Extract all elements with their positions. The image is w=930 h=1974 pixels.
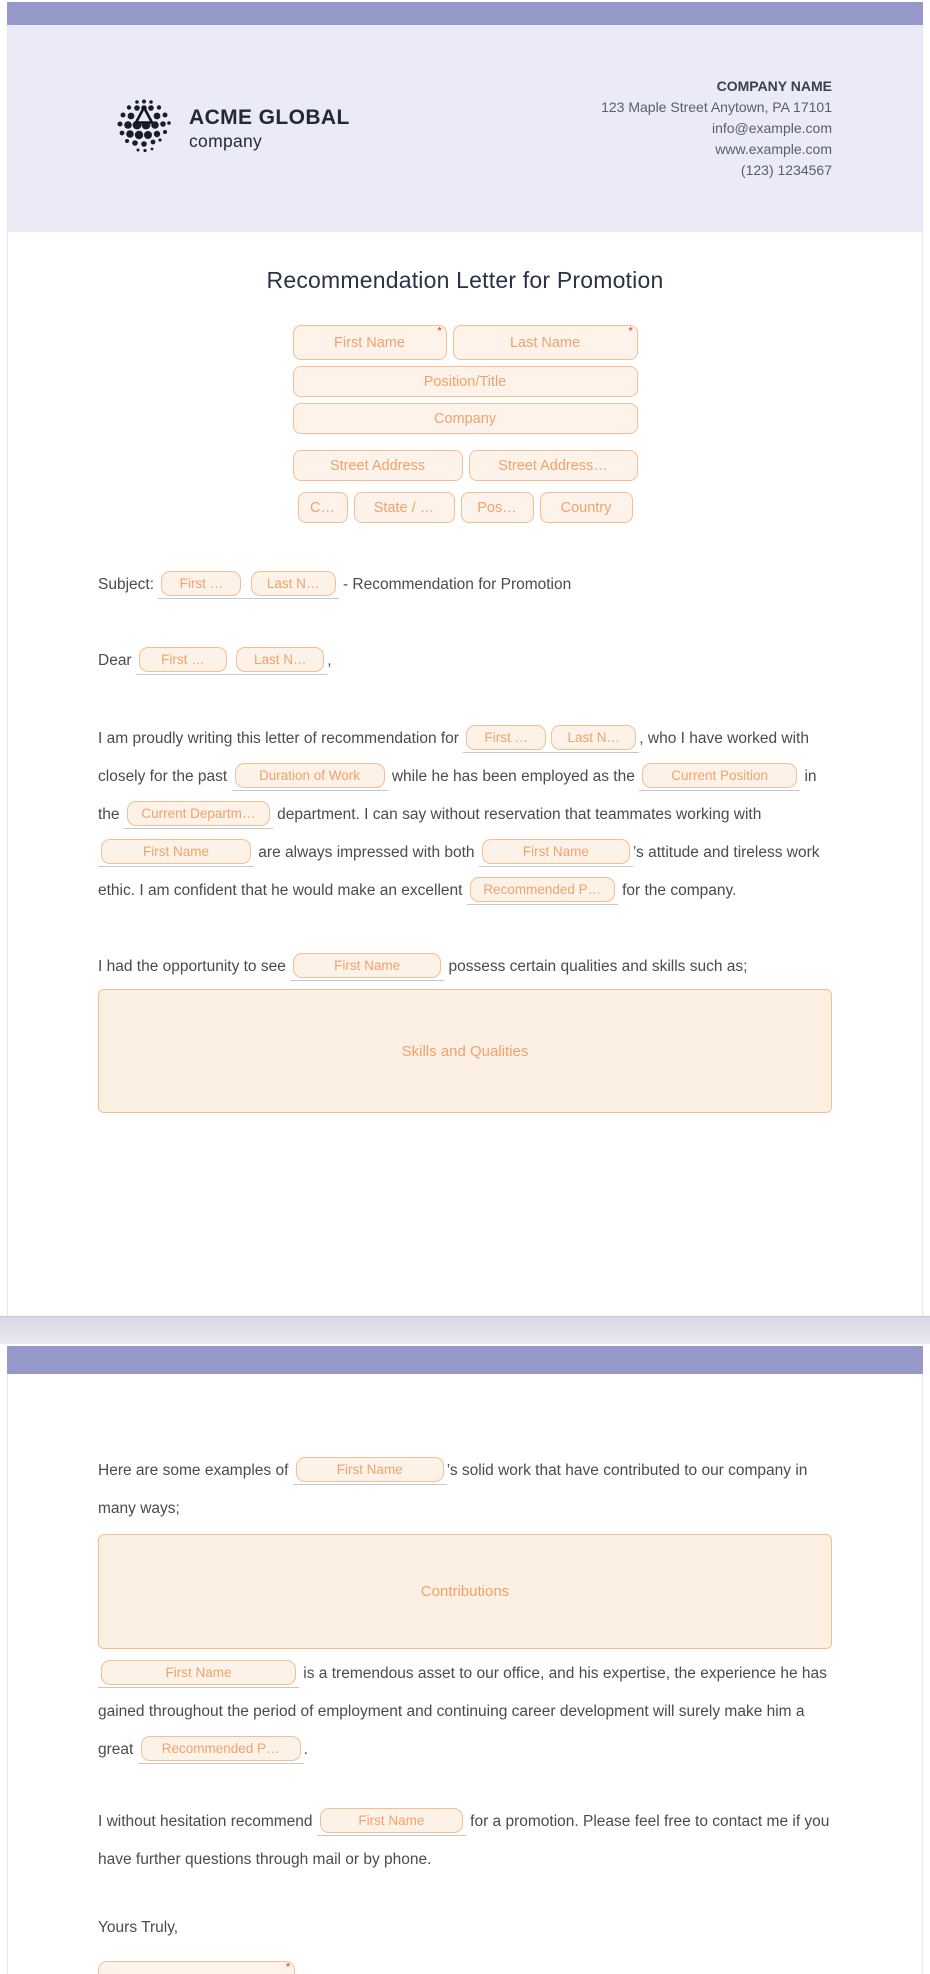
subject-first-name-field[interactable]: First … xyxy=(161,571,241,596)
p1-name-fields xyxy=(463,725,639,753)
p4-first-name-wrap xyxy=(98,1660,299,1688)
p4-recommended-wrap xyxy=(138,1736,304,1764)
postal-code-field[interactable] xyxy=(461,492,534,523)
company-row xyxy=(293,403,638,434)
recipient-fields-block xyxy=(98,325,832,523)
paragraph-1 xyxy=(98,720,832,910)
street-row xyxy=(293,450,638,481)
page-title: Recommendation Letter for Promotion xyxy=(266,267,664,293)
paragraph-3 xyxy=(98,1452,832,1528)
subject-name-fields xyxy=(158,571,338,599)
first-name-field[interactable] xyxy=(293,325,447,360)
street-address-line2-field[interactable] xyxy=(469,450,638,481)
logo-subtitle: company xyxy=(189,130,263,151)
p1-department-wrap xyxy=(124,801,273,829)
greeting-prefix: Dear xyxy=(98,652,132,670)
p1-last-name-field[interactable]: Last N… xyxy=(551,725,636,750)
company-placeholder: Company xyxy=(433,410,497,427)
recommended-position-field[interactable]: Recommended P… xyxy=(470,877,615,902)
paragraph-text: , who I have worked with closely for the past xyxy=(98,730,809,785)
paragraph-text: department. I can say without reservation that teammates working with xyxy=(272,806,762,823)
paragraph-text: while he has been employed as the xyxy=(387,768,640,785)
p5-first-name-field[interactable]: First Name xyxy=(320,1808,463,1833)
last-name-field[interactable] xyxy=(453,325,638,360)
p3-first-name-field[interactable]: First Name xyxy=(296,1457,444,1482)
p4-first-name-field[interactable]: First Name xyxy=(101,1660,296,1685)
paragraph-text: ’s solid work that have contributed to our company in many ways; xyxy=(98,1462,808,1517)
p1-recommended-wrap xyxy=(467,877,618,905)
letterhead xyxy=(8,25,922,232)
subject-line xyxy=(98,571,832,599)
p2-first-name-wrap xyxy=(290,953,444,981)
letter-page-2 xyxy=(7,1374,923,1974)
position-row xyxy=(293,366,638,397)
page-break-gap xyxy=(0,1316,930,1344)
p1-position-wrap xyxy=(639,763,800,791)
page1-accent-bar xyxy=(7,2,923,25)
logo-title: ACME GLOBAL xyxy=(189,105,350,129)
paragraph-text: I am proudly writing this letter of recommendation for xyxy=(98,730,464,747)
signature-field[interactable] xyxy=(98,1961,295,1974)
required-asterisk: * xyxy=(628,326,633,337)
paragraph-text: for a promotion. Please feel free to contact me if you have further questions through mail or by phone. xyxy=(98,1813,830,1868)
position-title-placeholder: Position/Title xyxy=(423,373,507,390)
street-address-placeholder: Street Address xyxy=(329,457,426,474)
paragraph-4 xyxy=(98,1655,832,1769)
p3-first-name-wrap xyxy=(293,1457,447,1485)
company-name: COMPANY NAME xyxy=(716,78,832,94)
p1-duration-wrap xyxy=(232,763,388,791)
company-address: 123 Maple Street Anytown, PA 17101 xyxy=(601,99,832,115)
closing-line: Yours Truly, xyxy=(98,1919,179,1936)
skills-and-qualities-field[interactable] xyxy=(98,989,832,1113)
greeting-line xyxy=(98,647,832,675)
greeting-suffix: , xyxy=(327,652,332,670)
page2-content xyxy=(8,1374,922,1974)
paragraph-text: ’s attitude and tireless work ethic. I am confident that he would make an excellent xyxy=(98,844,820,899)
company-info-block xyxy=(601,76,832,181)
paragraph-2 xyxy=(98,948,832,986)
city-state-row xyxy=(298,492,633,523)
contributions-placeholder: Contributions xyxy=(420,1583,510,1600)
current-department-field[interactable]: Current Departm… xyxy=(127,801,270,826)
street-address-line2-placeholder: Street Address… xyxy=(498,457,608,474)
globe-logo-icon xyxy=(113,95,175,162)
postal-placeholder: Pos… xyxy=(477,499,517,516)
p1-first-name2-field[interactable]: First Name xyxy=(101,839,251,864)
company-field[interactable] xyxy=(293,403,638,434)
position-title-field[interactable] xyxy=(293,366,638,397)
paragraph-text: are always impressed with both xyxy=(254,844,479,861)
name-row xyxy=(293,325,638,360)
p1-first-name3-wrap xyxy=(479,839,633,867)
greeting-first-name-field[interactable]: First … xyxy=(139,647,227,672)
company-email: info@example.com xyxy=(711,120,832,136)
letter-page-1 xyxy=(7,25,923,1316)
subject-last-name-field[interactable]: Last N… xyxy=(251,571,336,596)
greeting-name-fields xyxy=(136,647,327,675)
paragraph-text: I without hesitation recommend xyxy=(98,1813,317,1830)
skills-placeholder: Skills and Qualities xyxy=(401,1042,529,1060)
paragraph-text: in the xyxy=(98,768,817,823)
subject-label: Subject: xyxy=(98,576,155,594)
greeting-last-name-field[interactable]: Last N… xyxy=(236,647,324,672)
page2-accent-bar xyxy=(7,1346,923,1374)
state-placeholder: State / … xyxy=(373,499,435,516)
paragraph-text: Here are some examples of xyxy=(98,1462,293,1479)
country-field[interactable] xyxy=(540,492,633,523)
contributions-field[interactable] xyxy=(98,1534,832,1649)
current-position-field[interactable]: Current Position xyxy=(642,763,797,788)
duration-of-work-field[interactable]: Duration of Work xyxy=(235,763,385,788)
paragraph-text: . xyxy=(303,1741,308,1758)
paragraph-5 xyxy=(98,1803,832,1879)
last-name-placeholder: Last Name xyxy=(509,334,581,351)
state-field[interactable] xyxy=(354,492,455,523)
company-website: www.example.com xyxy=(715,141,832,157)
logo xyxy=(113,95,350,162)
paragraph-text: is a tremendous asset to our office, and his expertise, the experience he has gained throughout the period of employment and continuing career development will surely make him a great xyxy=(98,1665,827,1758)
subject-suffix: - Recommendation for Promotion xyxy=(342,576,572,594)
paragraph-text: for the company. xyxy=(617,882,737,899)
p2-first-name-field[interactable]: First Name xyxy=(293,953,441,978)
p5-first-name-wrap xyxy=(317,1808,466,1836)
p1-first-name3-field[interactable]: First Name xyxy=(482,839,630,864)
p1-first-name-field[interactable]: First … xyxy=(466,725,546,750)
page1-content xyxy=(8,262,922,1113)
first-name-placeholder: First Name xyxy=(334,334,405,351)
p1-first-name2-wrap xyxy=(98,839,254,867)
company-phone: (123) 1234567 xyxy=(740,162,832,178)
paragraph-text: I had the opportunity to see xyxy=(98,958,291,975)
paragraph-text: possess certain qualities and skills such as; xyxy=(444,958,748,975)
country-placeholder: Country xyxy=(560,499,612,516)
city-field[interactable] xyxy=(298,492,348,523)
street-address-field[interactable] xyxy=(293,450,463,481)
required-asterisk: * xyxy=(286,1962,290,1973)
p4-recommended-position-field[interactable]: Recommended P… xyxy=(141,1736,301,1761)
required-asterisk: * xyxy=(437,326,442,337)
city-placeholder: C… xyxy=(310,499,335,516)
